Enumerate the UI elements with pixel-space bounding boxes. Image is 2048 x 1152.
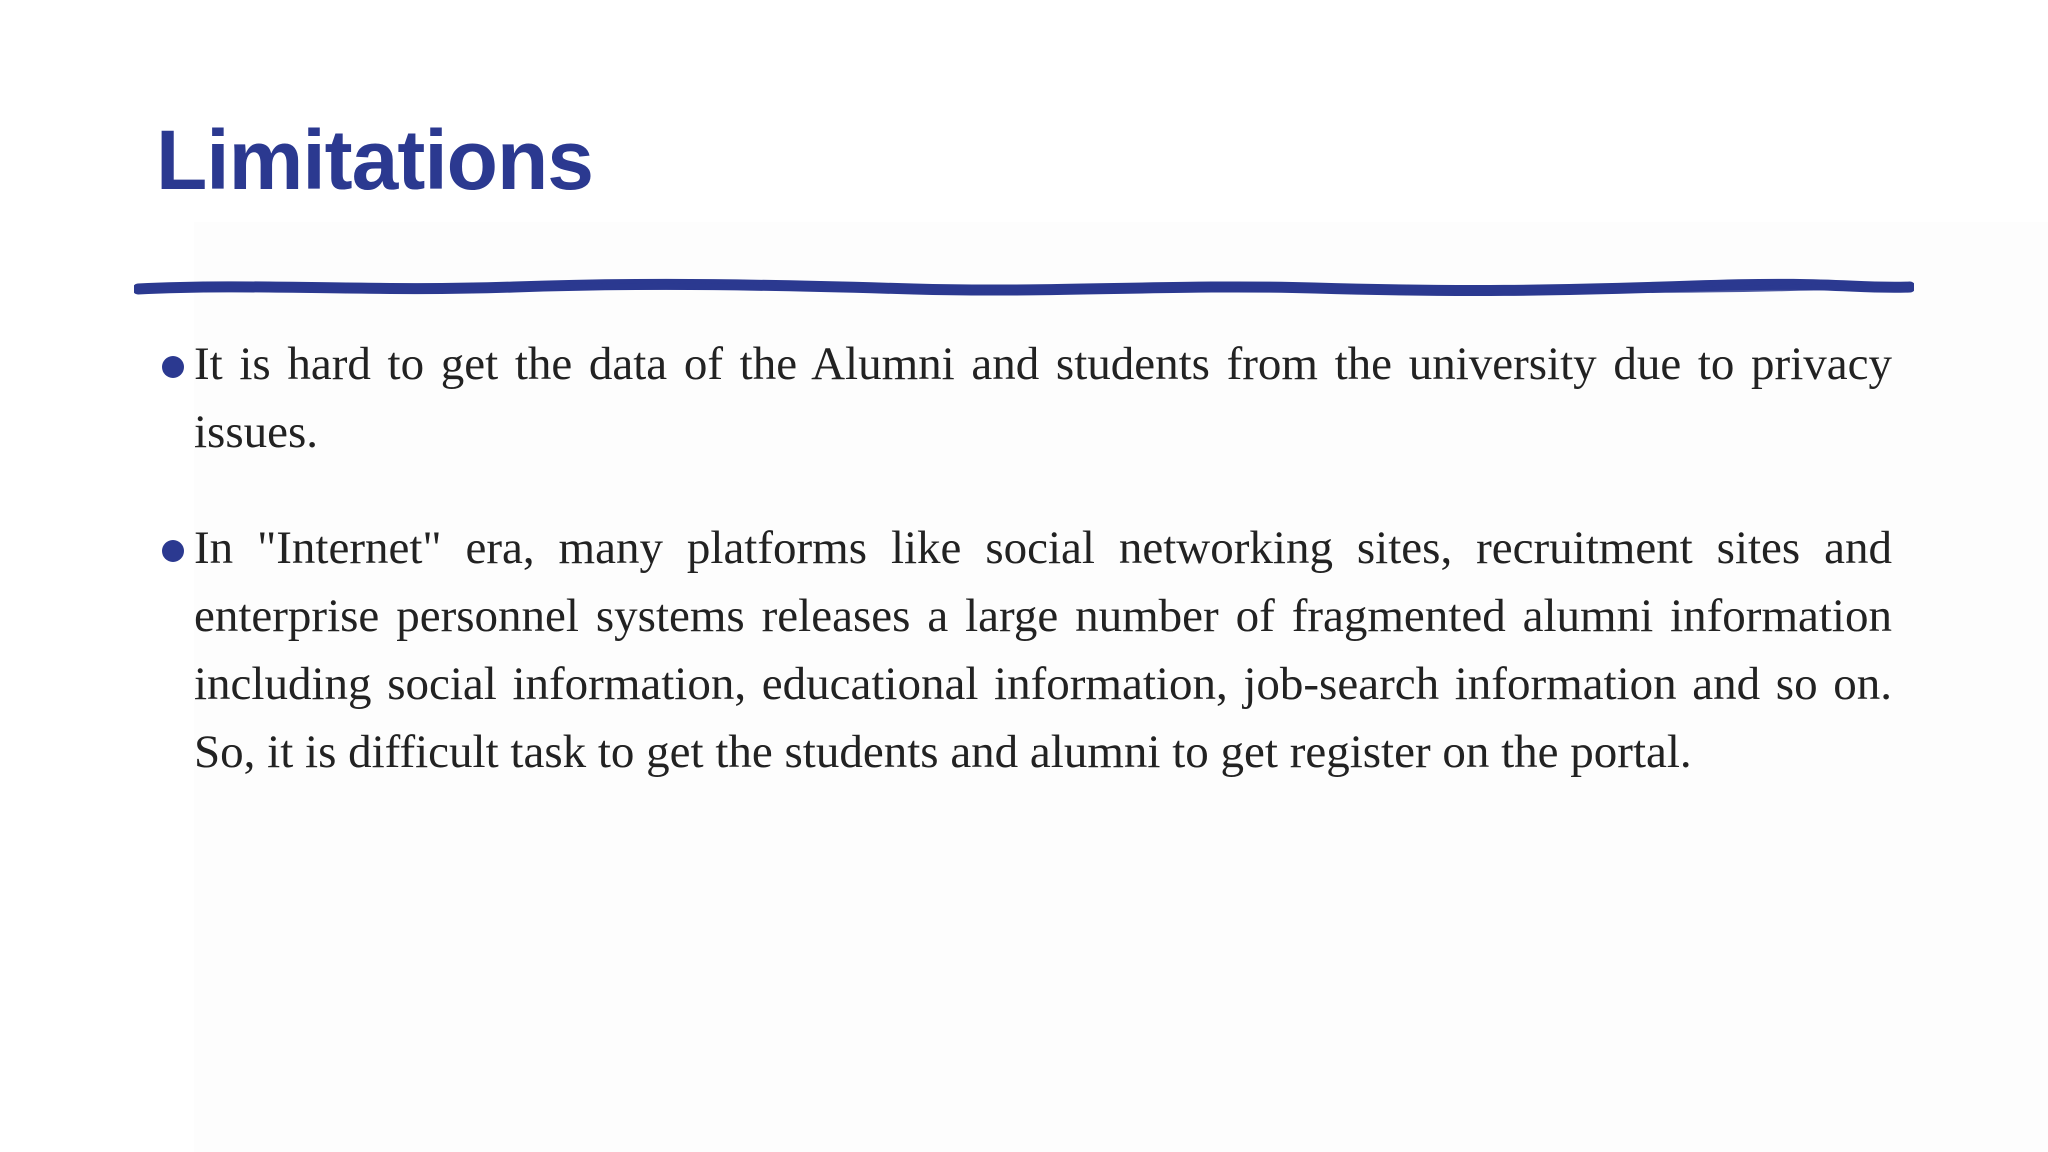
bullet-icon <box>162 356 184 378</box>
slide-title: Limitations <box>156 113 594 207</box>
bullet-list <box>150 330 1892 834</box>
bullet-text: It is hard to get the data of the Alumni and students from the university due to privacy issues. <box>194 338 1892 458</box>
bullet-icon <box>162 540 184 562</box>
list-item <box>150 514 1892 786</box>
list-item <box>150 330 1892 466</box>
title-underline <box>134 274 1914 302</box>
bullet-text: In "Internet" era, many platforms like social networking sites, recruitment sites and enterprise personnel systems releases a large number of fragmented alumni information including social information, educational information, job-search information and so on. So, it is difficult task to get the students and alumni to get register on the portal. <box>194 522 1892 778</box>
